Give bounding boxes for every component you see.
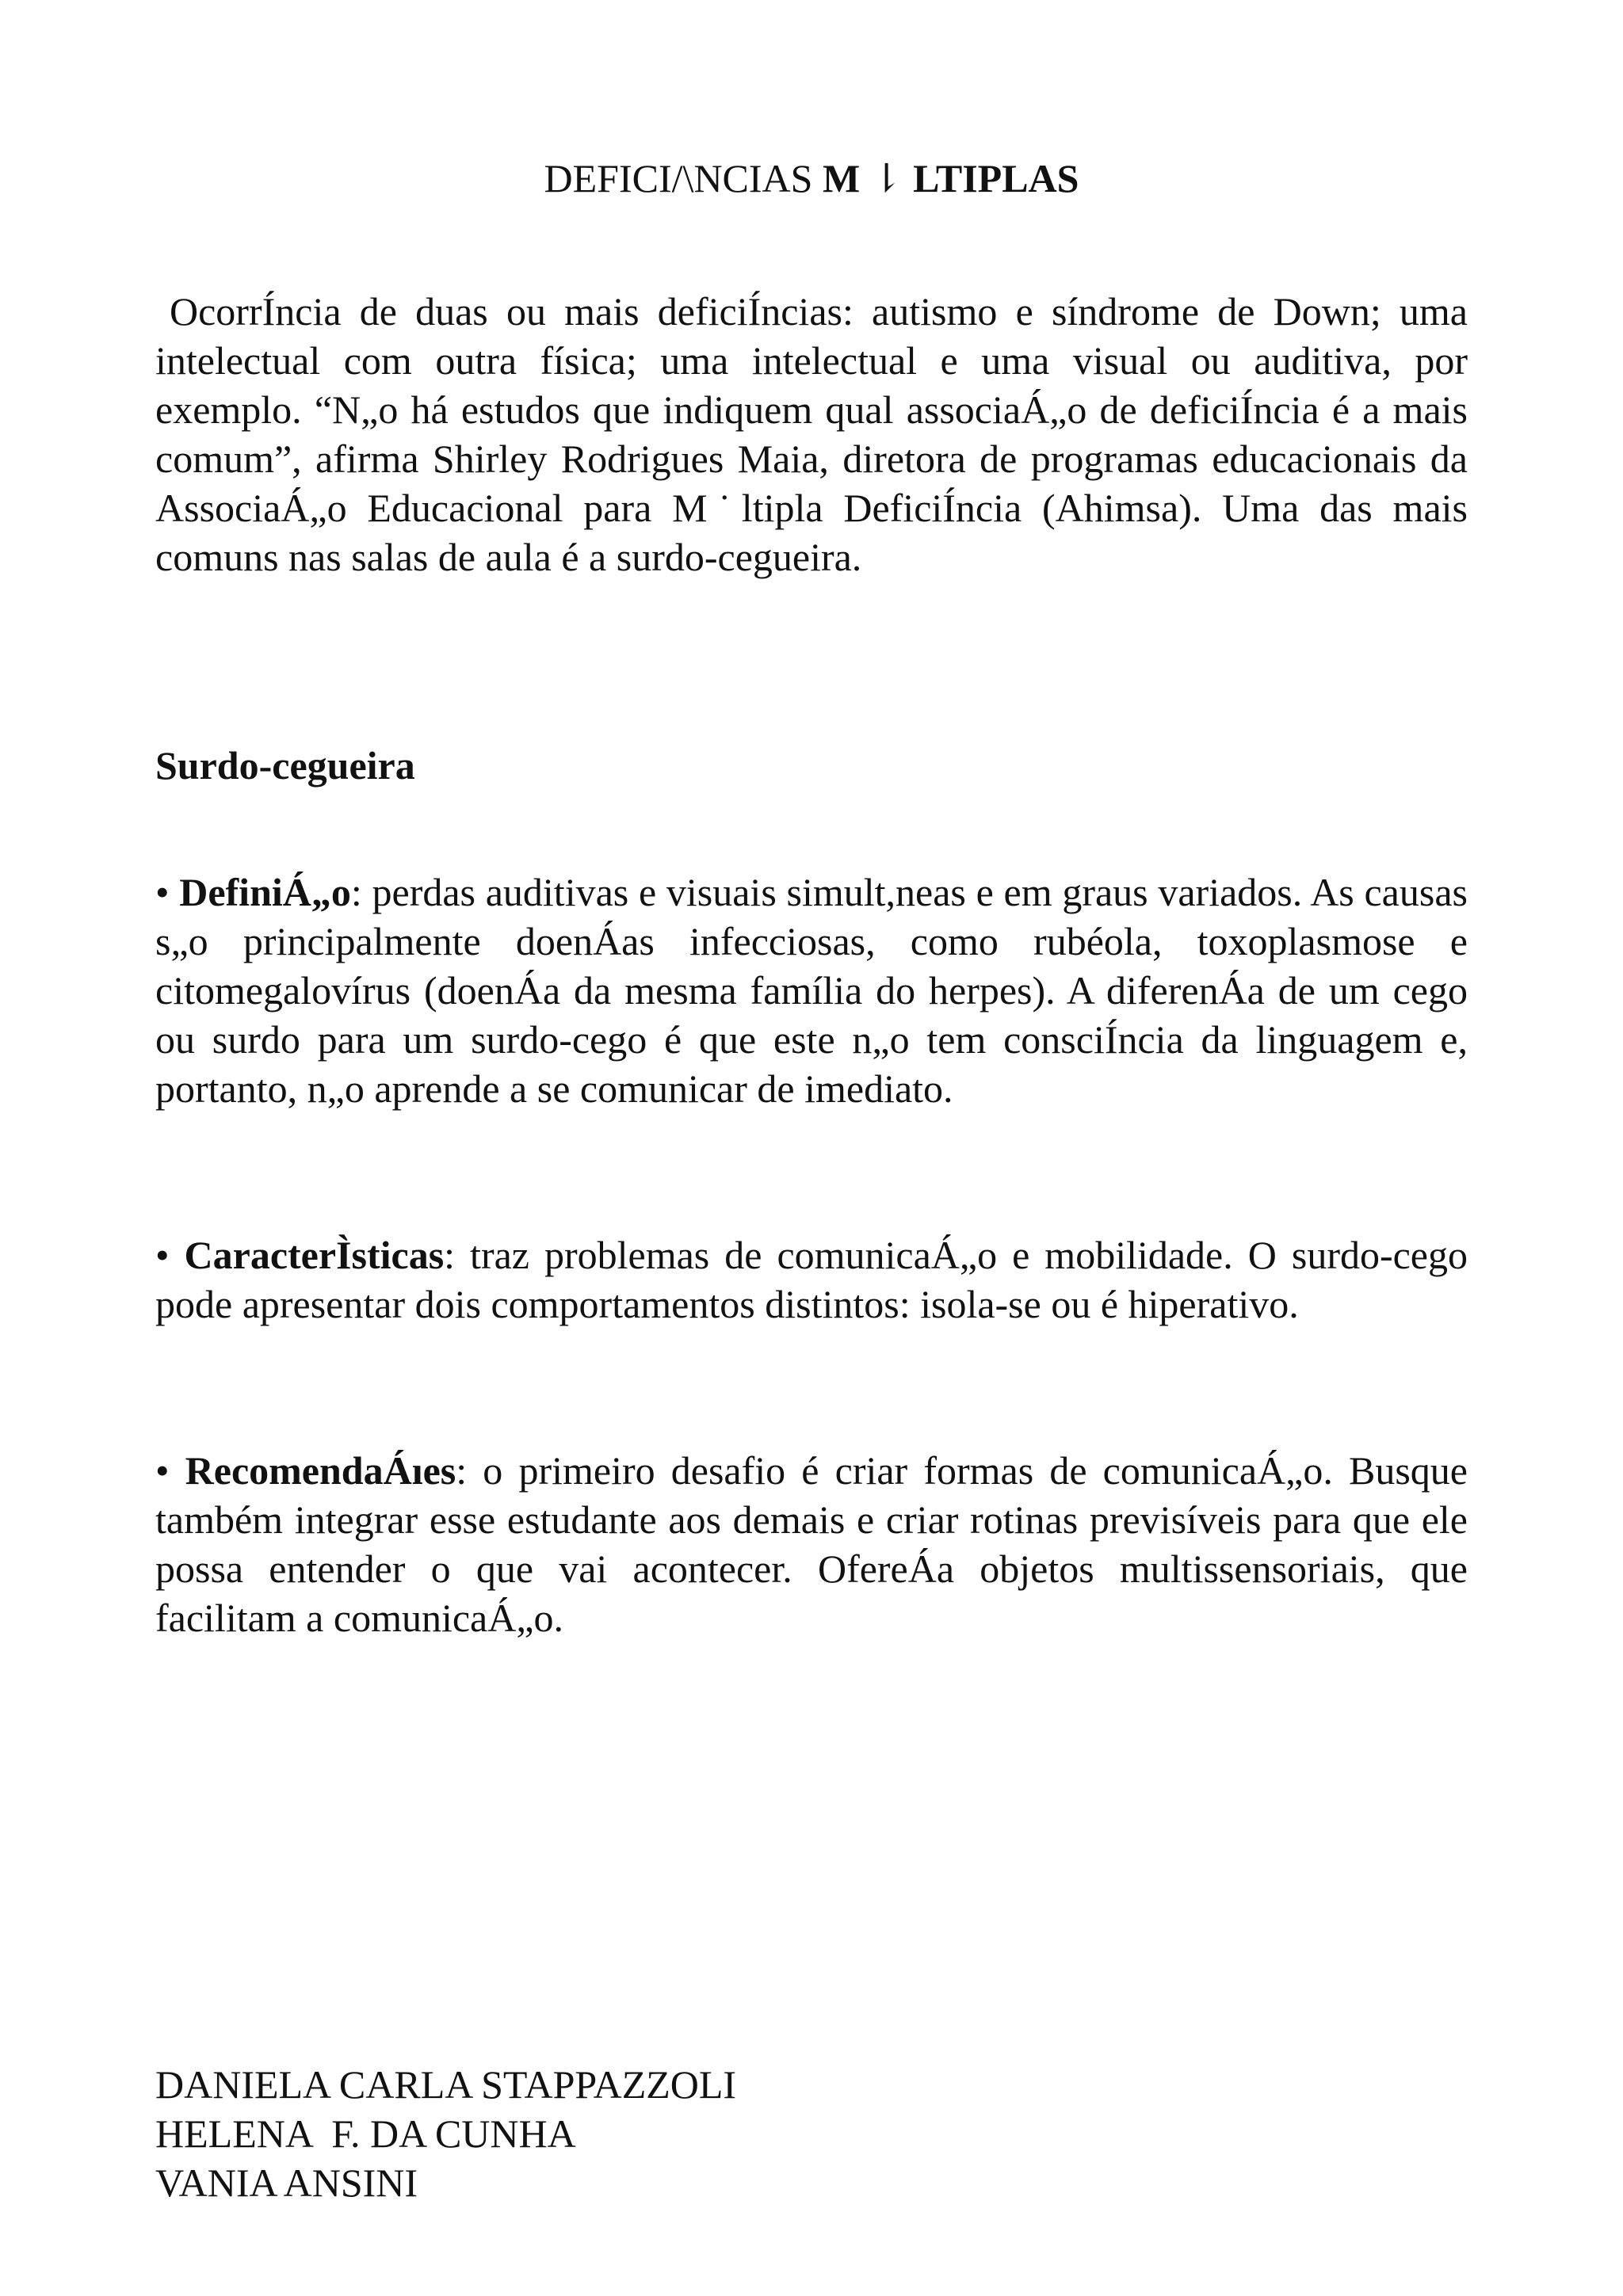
recommendations-text: : o primeiro desafio é criar formas de comunicaÁ„o. Busque também integrar esse estudante aos demais e criar rotinas previsíveis para que ele possa entender o que vai acontecer. OfereÁa objetos multissensoriais, que facilitam a comunicaÁ„o. bbox=[155, 1448, 1468, 1640]
recommendations-paragraph bbox=[155, 1446, 1468, 1642]
bullet: • bbox=[155, 1448, 185, 1493]
author-name: HELENA F. DA CUNHA bbox=[155, 2111, 576, 2156]
author-name: VANIA ANSINI bbox=[155, 2161, 418, 2205]
title-part-3: NCIAS bbox=[693, 156, 823, 200]
definition-text: : perdas auditivas e visuais simult,neas e em graus variados. As causas s„o principalmente doenÁas infecciosas, como rubéola, toxoplasmose e citomegalovírus (doenÁa da mesma família do herpes). A diferenÁa de um cego ou surdo para um surdo-cego é que este n„o tem consciÍncia da linguagem e, portanto, n„o aprende a se comunicar de imediato. bbox=[155, 870, 1468, 1111]
definition-paragraph bbox=[155, 868, 1468, 1113]
document-title bbox=[0, 151, 1623, 206]
title-part-1: DEFICI bbox=[544, 156, 672, 200]
author-name: DANIELA CARLA STAPPAZZOLI bbox=[155, 2062, 737, 2107]
section-heading: Surdo-cegueira bbox=[155, 743, 415, 788]
title-part-6: LTIPLAS bbox=[913, 156, 1079, 200]
title-part-5: ⇂ bbox=[860, 156, 914, 200]
title-part-2: /\ bbox=[671, 156, 694, 200]
characteristics-paragraph bbox=[155, 1230, 1468, 1329]
characteristics-text: : traz problemas de comunicaÁ„o e mobilidade. O surdo-cego pode apresentar dois comportamentos distintos: isola-se ou é hiperativo. bbox=[155, 1233, 1468, 1326]
bullet: • bbox=[155, 1233, 185, 1277]
intro-paragraph: OcorrÍncia de duas ou mais deficiÍncias: autismo e síndrome de Down; uma intelectual com outra física; uma intelectual e uma visual ou auditiva, por exemplo. “N„o há estudos que indiquem qual associaÁ„o de deficiÍncia é a mais comum”, afirma Shirley Rodrigues Maia, diretora de programas educacionais da AssociaÁ„o Educacional para M˙ltipla DeficiÍncia (Ahimsa). Uma das mais comuns nas salas de aula é a surdo-cegueira. bbox=[155, 289, 1468, 579]
title-part-4: M bbox=[822, 156, 861, 200]
bullet: • bbox=[155, 870, 180, 914]
recommendations-label: RecomendaÁıes bbox=[185, 1448, 456, 1493]
definition-label: DefiniÁ„o bbox=[179, 870, 351, 914]
characteristics-label: CaracterÌsticas bbox=[184, 1233, 445, 1277]
author-list bbox=[155, 2060, 736, 2207]
